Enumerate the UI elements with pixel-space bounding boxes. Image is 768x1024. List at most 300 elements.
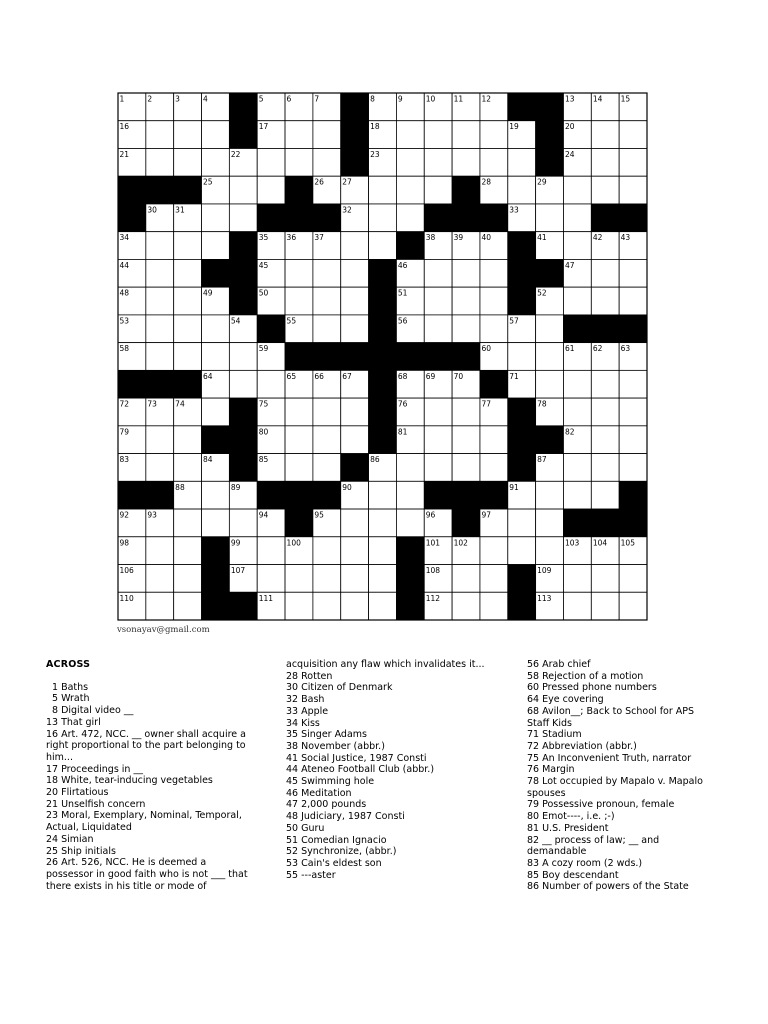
cell-number: 38 bbox=[425, 233, 436, 243]
grid-cell[interactable] bbox=[202, 398, 230, 426]
grid-cell[interactable] bbox=[202, 481, 230, 509]
grid-cell[interactable] bbox=[591, 370, 619, 398]
grid-cell[interactable] bbox=[480, 121, 508, 149]
grid-cell[interactable] bbox=[313, 565, 341, 593]
grid-cell[interactable] bbox=[508, 176, 536, 204]
grid-cell[interactable] bbox=[202, 232, 230, 260]
grid-cell[interactable] bbox=[313, 398, 341, 426]
grid-cell[interactable] bbox=[508, 148, 536, 176]
grid-cell[interactable] bbox=[424, 315, 452, 343]
grid-cell[interactable] bbox=[424, 454, 452, 482]
grid-cell[interactable] bbox=[285, 287, 313, 315]
grid-cell[interactable] bbox=[452, 315, 480, 343]
grid-cell[interactable] bbox=[257, 148, 285, 176]
grid-cell[interactable] bbox=[257, 537, 285, 565]
grid-cell[interactable] bbox=[341, 537, 369, 565]
grid-cell[interactable] bbox=[202, 509, 230, 537]
black-cell bbox=[229, 592, 257, 620]
cell-number: 104 bbox=[592, 538, 608, 548]
black-cell bbox=[508, 287, 536, 315]
grid-cell[interactable] bbox=[202, 343, 230, 371]
black-cell bbox=[369, 426, 397, 454]
grid-cell[interactable] bbox=[202, 204, 230, 232]
grid-cell[interactable] bbox=[369, 204, 397, 232]
cell-number: 65 bbox=[286, 371, 297, 381]
black-cell bbox=[396, 537, 424, 565]
grid-cell[interactable] bbox=[452, 565, 480, 593]
grid-cell[interactable] bbox=[369, 481, 397, 509]
grid-cell[interactable] bbox=[257, 176, 285, 204]
clue-line: 58 Rejection of a motion bbox=[527, 670, 644, 682]
grid-cell[interactable] bbox=[341, 259, 369, 287]
grid-cell[interactable] bbox=[480, 426, 508, 454]
black-cell bbox=[285, 509, 313, 537]
black-cell bbox=[452, 509, 480, 537]
clue-line: 50 Guru bbox=[286, 822, 325, 834]
grid-cell[interactable] bbox=[563, 592, 591, 620]
grid-cell[interactable] bbox=[508, 509, 536, 537]
grid-cell[interactable] bbox=[591, 176, 619, 204]
grid-cell[interactable] bbox=[341, 592, 369, 620]
cell-number: 89 bbox=[230, 482, 241, 492]
grid-cell[interactable] bbox=[536, 204, 564, 232]
grid-cell[interactable] bbox=[202, 121, 230, 149]
black-cell bbox=[229, 287, 257, 315]
black-cell bbox=[229, 426, 257, 454]
grid-cell[interactable] bbox=[146, 259, 174, 287]
grid-cell[interactable] bbox=[480, 454, 508, 482]
grid-cell[interactable] bbox=[174, 509, 202, 537]
black-cell bbox=[257, 204, 285, 232]
clue-line: 38 November (abbr.) bbox=[286, 740, 385, 752]
grid-cell[interactable] bbox=[424, 176, 452, 204]
cell-number: 63 bbox=[620, 344, 631, 354]
black-cell bbox=[341, 148, 369, 176]
grid-cell[interactable] bbox=[619, 370, 647, 398]
grid-cell[interactable] bbox=[229, 370, 257, 398]
clue-line: 35 Singer Adams bbox=[286, 729, 367, 741]
cell-number: 14 bbox=[592, 94, 603, 104]
grid-cell[interactable] bbox=[424, 287, 452, 315]
clue-line: 41 Social Justice, 1987 Consti bbox=[286, 752, 427, 764]
cell-number: 47 bbox=[564, 260, 575, 270]
black-cell bbox=[229, 121, 257, 149]
grid-cell[interactable] bbox=[341, 565, 369, 593]
grid-cell[interactable] bbox=[341, 509, 369, 537]
grid-cell[interactable] bbox=[313, 121, 341, 149]
grid-cell[interactable] bbox=[313, 148, 341, 176]
clue-line: 34 Kiss bbox=[286, 717, 320, 729]
clue-line: 52 Synchronize, (abbr.) bbox=[286, 846, 397, 858]
cell-number: 11 bbox=[453, 94, 464, 104]
grid-cell[interactable] bbox=[341, 232, 369, 260]
cell-number: 52 bbox=[537, 288, 547, 298]
grid-cell[interactable] bbox=[174, 592, 202, 620]
cell-number: 30 bbox=[147, 205, 157, 215]
black-cell bbox=[424, 481, 452, 509]
cell-number: 66 bbox=[314, 371, 324, 381]
black-cell bbox=[396, 232, 424, 260]
grid-cell[interactable] bbox=[563, 232, 591, 260]
grid-cell[interactable] bbox=[174, 454, 202, 482]
grid-cell[interactable] bbox=[563, 398, 591, 426]
black-cell bbox=[536, 426, 564, 454]
grid-cell[interactable] bbox=[619, 148, 647, 176]
grid-cell[interactable] bbox=[146, 315, 174, 343]
grid-cell[interactable] bbox=[369, 592, 397, 620]
black-cell bbox=[118, 176, 146, 204]
cell-number: 48 bbox=[119, 288, 130, 298]
grid-cell[interactable] bbox=[619, 176, 647, 204]
grid-cell[interactable] bbox=[452, 592, 480, 620]
grid-cell[interactable] bbox=[396, 509, 424, 537]
grid-cell[interactable] bbox=[591, 481, 619, 509]
cell-number: 43 bbox=[620, 233, 631, 243]
grid-cell[interactable] bbox=[285, 148, 313, 176]
cell-number: 67 bbox=[342, 371, 352, 381]
black-cell bbox=[285, 204, 313, 232]
black-cell bbox=[313, 204, 341, 232]
grid-cell[interactable] bbox=[229, 176, 257, 204]
grid-cell[interactable] bbox=[396, 148, 424, 176]
grid-cell[interactable] bbox=[174, 121, 202, 149]
cell-number: 105 bbox=[620, 538, 635, 548]
grid-cell[interactable] bbox=[563, 204, 591, 232]
black-cell bbox=[146, 370, 174, 398]
black-cell bbox=[563, 509, 591, 537]
clue-line: 30 Citizen of Denmark bbox=[286, 682, 393, 694]
grid-cell[interactable] bbox=[229, 343, 257, 371]
grid-cell[interactable] bbox=[452, 287, 480, 315]
grid-cell[interactable] bbox=[146, 565, 174, 593]
cell-number: 8 bbox=[370, 94, 375, 104]
grid-cell[interactable] bbox=[341, 398, 369, 426]
grid-cell[interactable] bbox=[508, 343, 536, 371]
grid-cell[interactable] bbox=[396, 481, 424, 509]
clue-line: 72 Abbreviation (abbr.) bbox=[527, 740, 637, 752]
cell-number: 100 bbox=[286, 538, 301, 548]
cell-number: 59 bbox=[258, 344, 269, 354]
black-cell bbox=[424, 343, 452, 371]
clue-line: 1 Baths bbox=[52, 681, 89, 693]
black-cell bbox=[396, 343, 424, 371]
clue-column-1 bbox=[46, 659, 256, 892]
grid-cell[interactable] bbox=[257, 565, 285, 593]
grid-cell[interactable] bbox=[591, 592, 619, 620]
grid-cell[interactable] bbox=[619, 121, 647, 149]
cell-number: 81 bbox=[397, 427, 408, 437]
grid-cell[interactable] bbox=[480, 287, 508, 315]
grid-cell[interactable] bbox=[480, 565, 508, 593]
grid-cell[interactable] bbox=[619, 565, 647, 593]
black-cell bbox=[229, 454, 257, 482]
black-cell bbox=[285, 481, 313, 509]
grid-cell[interactable] bbox=[174, 315, 202, 343]
clue-list-col1 bbox=[46, 682, 256, 893]
black-cell bbox=[508, 454, 536, 482]
black-cell bbox=[508, 259, 536, 287]
grid-cell[interactable] bbox=[369, 565, 397, 593]
grid-cell[interactable] bbox=[174, 426, 202, 454]
grid-cell[interactable] bbox=[202, 148, 230, 176]
grid-cell[interactable] bbox=[536, 315, 564, 343]
grid-cell[interactable] bbox=[146, 287, 174, 315]
grid-cell[interactable] bbox=[285, 565, 313, 593]
cell-number: 97 bbox=[481, 510, 491, 520]
cell-number: 87 bbox=[537, 455, 547, 465]
cell-number: 28 bbox=[481, 177, 491, 187]
cell-number: 24 bbox=[564, 149, 575, 159]
grid-cell[interactable] bbox=[396, 176, 424, 204]
cell-number: 55 bbox=[286, 316, 297, 326]
grid-cell[interactable] bbox=[174, 565, 202, 593]
grid-cell[interactable] bbox=[452, 426, 480, 454]
grid-cell[interactable] bbox=[480, 148, 508, 176]
cell-number: 33 bbox=[509, 205, 519, 215]
clue-list-col2 bbox=[286, 659, 486, 881]
grid-cell[interactable] bbox=[174, 287, 202, 315]
grid-cell[interactable] bbox=[591, 398, 619, 426]
cell-number: 90 bbox=[342, 482, 352, 492]
grid-cell[interactable] bbox=[257, 370, 285, 398]
black-cell bbox=[591, 315, 619, 343]
grid-cell[interactable] bbox=[591, 287, 619, 315]
black-cell bbox=[508, 565, 536, 593]
cell-number: 44 bbox=[119, 260, 130, 270]
grid-cell[interactable] bbox=[369, 509, 397, 537]
grid-cell[interactable] bbox=[452, 148, 480, 176]
black-cell bbox=[118, 204, 146, 232]
grid-cell[interactable] bbox=[536, 370, 564, 398]
grid-cell[interactable] bbox=[285, 398, 313, 426]
grid-cell[interactable] bbox=[369, 176, 397, 204]
cell-number: 92 bbox=[119, 510, 130, 520]
black-cell bbox=[146, 176, 174, 204]
black-cell bbox=[369, 398, 397, 426]
grid-cell[interactable] bbox=[285, 592, 313, 620]
grid-cell[interactable] bbox=[452, 398, 480, 426]
grid-cell[interactable] bbox=[313, 287, 341, 315]
black-cell bbox=[369, 315, 397, 343]
grid-cell[interactable] bbox=[536, 343, 564, 371]
clue-line: 33 Apple bbox=[286, 705, 329, 717]
grid-cell[interactable] bbox=[146, 537, 174, 565]
grid-cell[interactable] bbox=[424, 398, 452, 426]
grid-cell[interactable] bbox=[202, 315, 230, 343]
grid-cell[interactable] bbox=[480, 592, 508, 620]
cell-number: 64 bbox=[203, 371, 213, 381]
grid-cell[interactable] bbox=[452, 121, 480, 149]
grid-cell[interactable] bbox=[563, 454, 591, 482]
grid-cell[interactable] bbox=[591, 426, 619, 454]
grid-cell[interactable] bbox=[563, 370, 591, 398]
clue-line: 82 __ process of law; __ and demandable bbox=[527, 834, 660, 858]
cell-number: 35 bbox=[258, 233, 269, 243]
cell-number: 4 bbox=[203, 94, 208, 104]
grid-cell[interactable] bbox=[619, 287, 647, 315]
grid-cell[interactable] bbox=[591, 121, 619, 149]
grid-cell[interactable] bbox=[174, 537, 202, 565]
grid-cell[interactable] bbox=[591, 148, 619, 176]
black-cell bbox=[118, 481, 146, 509]
clue-line: 5 Wrath bbox=[52, 693, 90, 705]
grid-cell[interactable] bbox=[341, 287, 369, 315]
clue-line: 32 Bash bbox=[286, 694, 325, 706]
grid-cell[interactable] bbox=[146, 426, 174, 454]
grid-cell[interactable] bbox=[536, 509, 564, 537]
grid-cell[interactable] bbox=[146, 343, 174, 371]
black-cell bbox=[257, 481, 285, 509]
black-cell bbox=[229, 398, 257, 426]
cell-number: 62 bbox=[592, 344, 603, 354]
grid-cell[interactable] bbox=[396, 204, 424, 232]
grid-cell[interactable] bbox=[146, 454, 174, 482]
grid-cell[interactable] bbox=[591, 565, 619, 593]
clue-column-3 bbox=[527, 659, 717, 893]
grid-cell[interactable] bbox=[285, 121, 313, 149]
grid-cell[interactable] bbox=[536, 481, 564, 509]
grid-cell[interactable] bbox=[424, 426, 452, 454]
grid-cell[interactable] bbox=[313, 592, 341, 620]
cell-number: 58 bbox=[119, 344, 130, 354]
cell-number: 68 bbox=[397, 371, 408, 381]
black-cell bbox=[174, 176, 202, 204]
black-cell bbox=[341, 121, 369, 149]
black-cell bbox=[424, 204, 452, 232]
grid-cell[interactable] bbox=[285, 259, 313, 287]
black-cell bbox=[591, 509, 619, 537]
grid-cell[interactable] bbox=[563, 565, 591, 593]
grid-cell[interactable] bbox=[619, 259, 647, 287]
grid-cell[interactable] bbox=[396, 454, 424, 482]
grid-cell[interactable] bbox=[480, 537, 508, 565]
grid-cell[interactable] bbox=[174, 232, 202, 260]
cell-number: 16 bbox=[119, 122, 130, 132]
grid-cell[interactable] bbox=[424, 259, 452, 287]
grid-cell[interactable] bbox=[536, 537, 564, 565]
grid-cell[interactable] bbox=[285, 426, 313, 454]
clue-line: 55 ---aster bbox=[286, 869, 336, 881]
cell-number: 13 bbox=[564, 94, 575, 104]
clue-line: 80 Emot----, i.e. ;-) bbox=[527, 811, 615, 823]
grid-cell[interactable] bbox=[563, 287, 591, 315]
grid-cell[interactable] bbox=[369, 537, 397, 565]
cell-number: 76 bbox=[397, 399, 408, 409]
grid-cell[interactable] bbox=[146, 148, 174, 176]
cell-number: 49 bbox=[203, 288, 213, 298]
crossword-grid bbox=[117, 92, 648, 621]
grid-cell[interactable] bbox=[313, 454, 341, 482]
clue-line: 60 Pressed phone numbers bbox=[527, 682, 657, 694]
grid-cell[interactable] bbox=[424, 148, 452, 176]
grid-cell[interactable] bbox=[480, 259, 508, 287]
grid-cell[interactable] bbox=[563, 176, 591, 204]
black-cell bbox=[536, 121, 564, 149]
cell-number: 20 bbox=[564, 122, 575, 132]
grid-cell[interactable] bbox=[619, 454, 647, 482]
cell-number: 109 bbox=[537, 566, 552, 576]
clue-line: 56 Arab chief bbox=[527, 659, 591, 670]
cell-number: 7 bbox=[314, 94, 320, 104]
grid-cell[interactable] bbox=[313, 537, 341, 565]
cell-number: 1 bbox=[119, 94, 125, 104]
cell-number: 85 bbox=[258, 455, 269, 465]
black-cell bbox=[396, 565, 424, 593]
grid-cell[interactable] bbox=[480, 315, 508, 343]
clue-line: 16 Art. 472, NCC. __ owner shall acquire a right proportional to the part belonging to him... bbox=[46, 728, 246, 763]
cell-number: 113 bbox=[537, 593, 552, 603]
cell-number: 108 bbox=[425, 566, 441, 576]
grid-cell[interactable] bbox=[313, 426, 341, 454]
cell-number: 17 bbox=[258, 122, 269, 132]
cell-number: 99 bbox=[230, 538, 241, 548]
grid-cell[interactable] bbox=[369, 232, 397, 260]
grid-cell[interactable] bbox=[452, 259, 480, 287]
grid-cell[interactable] bbox=[229, 509, 257, 537]
clue-line: 45 Swimming hole bbox=[286, 776, 375, 788]
grid-cell[interactable] bbox=[508, 537, 536, 565]
grid-cell[interactable] bbox=[591, 454, 619, 482]
grid-cell[interactable] bbox=[285, 454, 313, 482]
cell-number: 110 bbox=[119, 593, 134, 603]
grid-cell[interactable] bbox=[229, 204, 257, 232]
grid-cell[interactable] bbox=[313, 259, 341, 287]
black-cell bbox=[536, 93, 564, 121]
clue-line: 47 2,000 pounds bbox=[286, 799, 367, 811]
cell-number: 71 bbox=[509, 371, 519, 381]
grid-cell[interactable] bbox=[619, 426, 647, 454]
grid-cell[interactable] bbox=[146, 592, 174, 620]
cell-number: 39 bbox=[453, 233, 464, 243]
grid-cell[interactable] bbox=[396, 121, 424, 149]
grid-cell[interactable] bbox=[424, 121, 452, 149]
grid-cell[interactable] bbox=[563, 481, 591, 509]
black-cell bbox=[313, 343, 341, 371]
clue-line: 20 Flirtatious bbox=[46, 787, 109, 799]
grid-cell[interactable] bbox=[341, 315, 369, 343]
grid-cell[interactable] bbox=[619, 592, 647, 620]
clue-line: 83 A cozy room (2 wds.) bbox=[527, 857, 643, 869]
grid-cell[interactable] bbox=[146, 232, 174, 260]
black-cell bbox=[118, 370, 146, 398]
clue-line: 48 Judiciary, 1987 Consti bbox=[286, 811, 405, 823]
grid-cell[interactable] bbox=[619, 398, 647, 426]
cell-number: 61 bbox=[564, 344, 575, 354]
cell-number: 26 bbox=[314, 177, 324, 187]
cell-number: 102 bbox=[453, 538, 468, 548]
cell-number: 32 bbox=[342, 205, 352, 215]
clue-line: 17 Proceedings in __ bbox=[46, 763, 143, 775]
grid-cell[interactable] bbox=[313, 315, 341, 343]
cell-number: 21 bbox=[119, 149, 130, 159]
grid-cell[interactable] bbox=[174, 148, 202, 176]
grid-cell[interactable] bbox=[174, 259, 202, 287]
cell-number: 93 bbox=[147, 510, 157, 520]
clue-line: 71 Stadium bbox=[527, 729, 582, 741]
grid-cell[interactable] bbox=[341, 426, 369, 454]
grid-cell[interactable] bbox=[591, 259, 619, 287]
clue-line: 51 Comedian Ignacio bbox=[286, 834, 387, 846]
clue-line: 44 Ateneo Football Club (abbr.) bbox=[286, 764, 435, 776]
grid-cell[interactable] bbox=[452, 454, 480, 482]
grid-cell[interactable] bbox=[146, 121, 174, 149]
grid-cell[interactable] bbox=[174, 343, 202, 371]
black-cell bbox=[452, 343, 480, 371]
cell-number: 77 bbox=[481, 399, 491, 409]
cell-number: 84 bbox=[203, 455, 213, 465]
black-cell bbox=[480, 204, 508, 232]
clue-line: 26 Art. 526, NCC. He is deemed a possessor in good faith who is not ___ that there exists in his title or mode of bbox=[46, 857, 248, 892]
